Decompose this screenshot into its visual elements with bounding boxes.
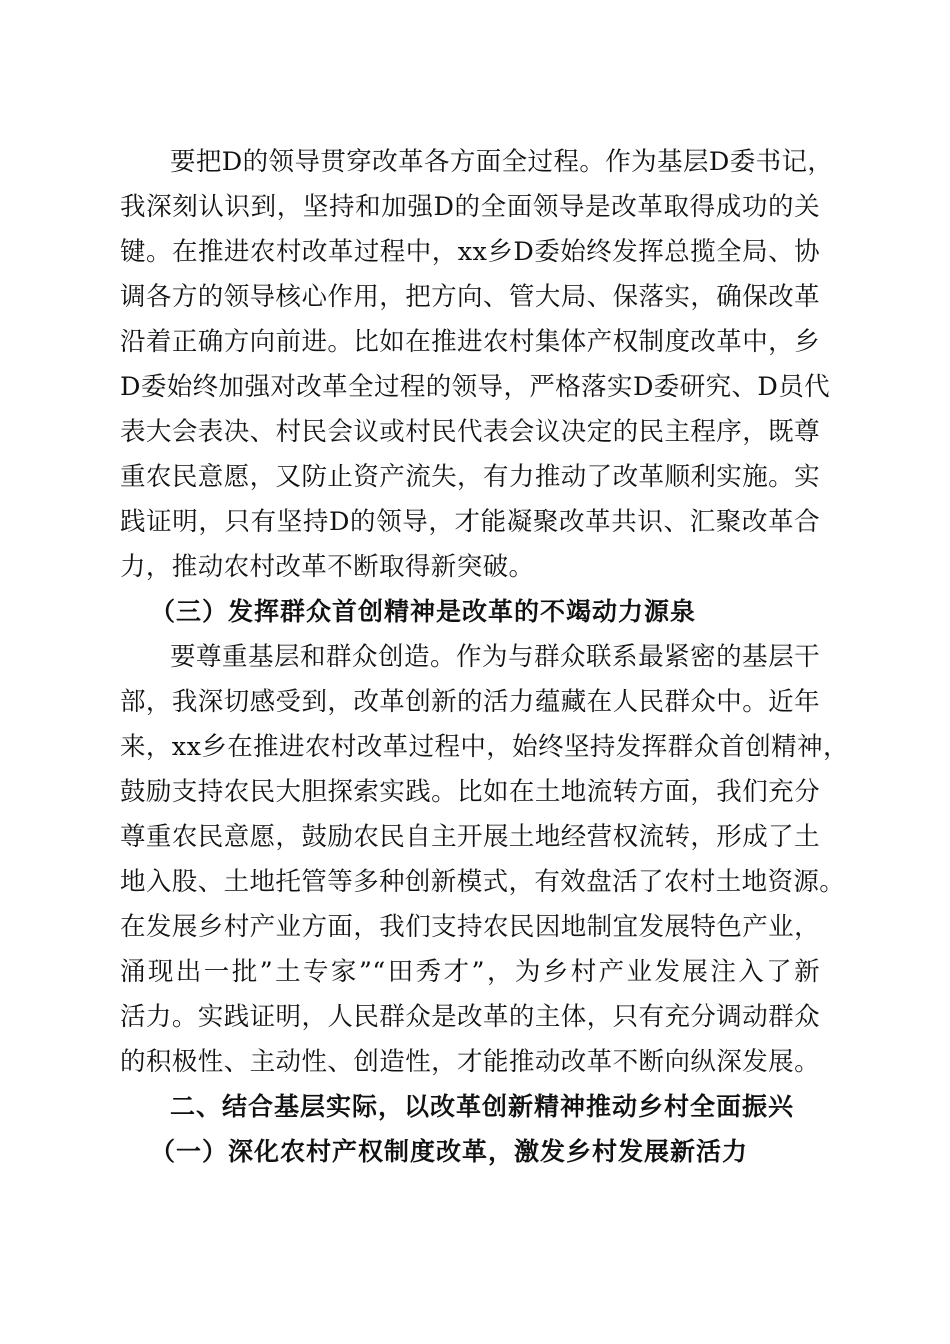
text-line: 要尊重基层和群众创造。作为与群众联系最紧密的基层干	[170, 642, 820, 672]
text-line: 我深刻认识到，坚持和加强D的全面领导是改革取得成功的关	[120, 192, 820, 222]
text-line: 键。在推进农村改革过程中，xx乡D委始终发挥总揽全局、协	[120, 237, 820, 267]
text-line: D委始终加强对改革全过程的领导，严格落实D委研究、D员代	[120, 372, 831, 402]
text-line: 涌现出一批”土专家”“田秀才”，为乡村产业发展注入了新	[120, 957, 820, 987]
text-line: 调各方的领导核心作用，把方向、管大局、保落实，确保改革	[120, 282, 820, 312]
section-heading-1: （一）深化农村产权制度改革，激发乡村发展新活力	[150, 1137, 749, 1166]
section-heading-3: （三）发挥群众首创精神是改革的不竭动力源泉	[150, 597, 697, 626]
text-line: 活力。实践证明，人民群众是改革的主体，只有充分调动群众	[120, 1002, 820, 1032]
text-line: 来，xx乡在推进农村改革过程中，始终坚持发挥群众首创精神，	[120, 732, 849, 762]
text-line: 重农民意愿，又防止资产流失，有力推动了改革顺利实施。实	[120, 462, 820, 492]
text-line: 践证明，只有坚持D的领导，才能凝聚改革共识、汇聚改革合	[120, 507, 820, 537]
text-line: 尊重农民意愿，鼓励农民自主开展土地经营权流转，形成了土	[120, 822, 820, 852]
text-line: 力，推动农村改革不断取得新突破。	[120, 552, 535, 582]
text-line: 在发展乡村产业方面，我们支持农民因地制宜发展特色产业，	[120, 912, 820, 942]
text-line: 表大会表决、村民会议或村民代表会议决定的民主程序，既尊	[120, 417, 820, 447]
text-line: 沿着正确方向前进。比如在推进农村集体产权制度改革中，乡	[120, 327, 820, 357]
text-line: 部，我深切感受到，改革创新的活力蕴藏在人民群众中。近年	[120, 687, 820, 717]
text-line: 要把D的领导贯穿改革各方面全过程。作为基层D委书记，	[170, 147, 834, 177]
text-line: 鼓励支持农民大胆探索实践。比如在土地流转方面，我们充分	[120, 777, 820, 807]
text-line: 地入股、土地托管等多种创新模式，有效盘活了农村土地资源。	[120, 867, 846, 897]
chapter-heading-2: 二、结合基层实际，以改革创新精神推动乡村全面振兴	[170, 1092, 795, 1121]
text-line: 的积极性、主动性、创造性，才能推动改革不断向纵深发展。	[120, 1047, 820, 1077]
